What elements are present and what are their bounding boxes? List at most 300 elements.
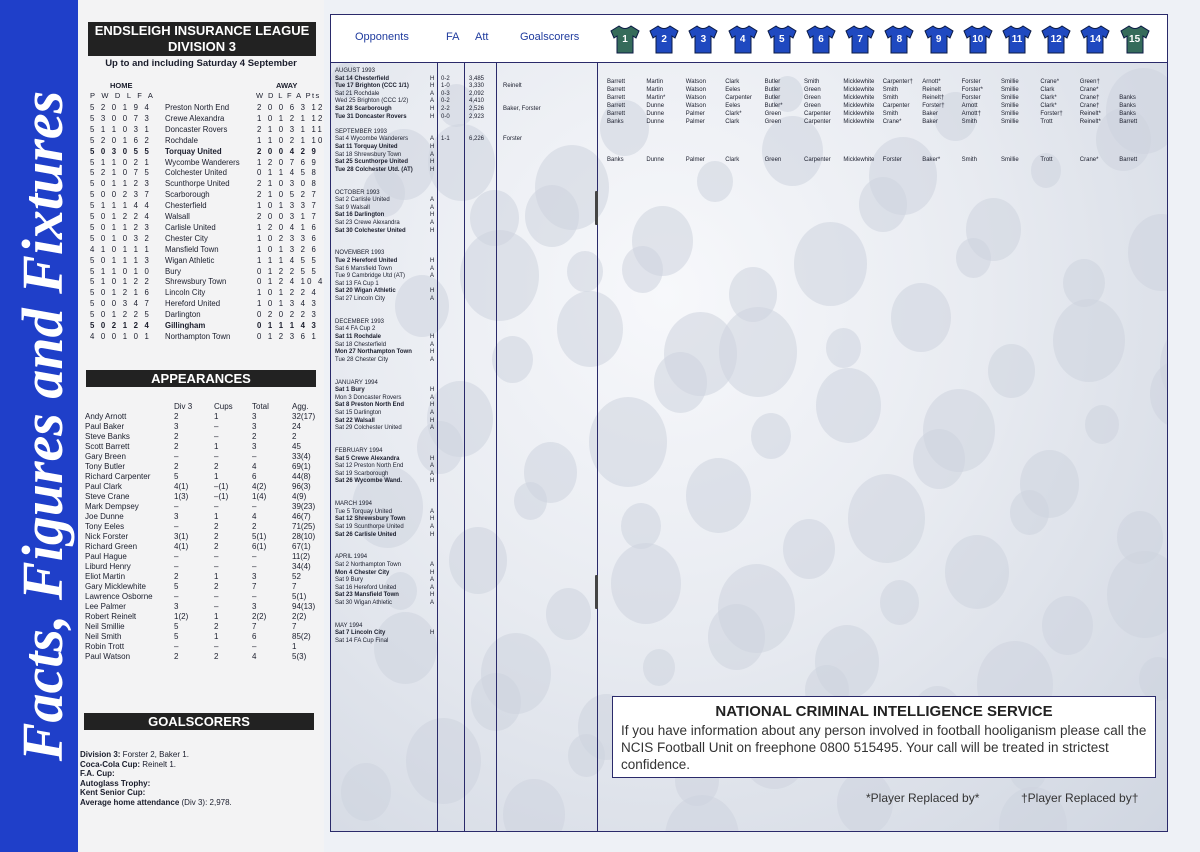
away-record: 1 1 1 4 5 5	[257, 255, 319, 265]
venue: A	[430, 341, 435, 348]
appearance-value: 5	[174, 582, 179, 591]
appearance-value: 3	[252, 602, 257, 611]
lineup-player: Barrett	[1119, 119, 1138, 125]
fixture-opponent: NOVEMBER 1993	[335, 250, 385, 257]
lineup-player: Clark	[725, 157, 740, 163]
lineup-player: Arnott	[961, 103, 978, 109]
spine-title: Facts, Figures and Fixtures	[10, 90, 75, 762]
team-name: Chester City	[165, 233, 208, 243]
lineup-player: Butler*	[764, 103, 783, 109]
appearance-value: 5(3)	[292, 652, 307, 661]
fixture-row	[335, 402, 455, 410]
shirt-icon	[883, 24, 915, 54]
appearance-row	[78, 422, 324, 432]
fixture-opponent: Sat 16 Darlington	[335, 212, 385, 219]
lineup-player: Green	[804, 87, 821, 93]
appearance-value: –	[214, 592, 219, 601]
appearance-value: 2(2)	[292, 612, 307, 621]
fixture-row	[335, 273, 455, 281]
shirt-icon	[766, 24, 798, 54]
lineup-player: Micklewhite	[843, 111, 875, 117]
league-row	[90, 331, 327, 342]
player-name: Tony Eeles	[85, 522, 125, 531]
fixture-opponent: Sat 26 Carlisle United	[335, 531, 397, 538]
appearance-value: 2	[292, 432, 297, 441]
appearance-value: 69(1)	[292, 462, 311, 471]
lineup-player: Dunne	[646, 119, 665, 125]
fixture-row	[335, 463, 455, 471]
appearance-value: –	[214, 422, 219, 431]
appearance-value: 2	[174, 412, 179, 421]
shirt-number: 2	[661, 34, 667, 45]
fixture-opponent: Sat 14 Chesterfield	[335, 75, 390, 82]
lineup-player: Trott	[1040, 119, 1053, 125]
lineup-player: Dunne	[646, 103, 665, 109]
shirt-number: 7	[857, 34, 863, 45]
fixture-opponent: APRIL 1994	[335, 554, 368, 561]
venue: H	[430, 144, 435, 150]
venue: A	[430, 204, 435, 211]
home-record: 5 1 1 0 1 0	[90, 266, 152, 276]
lineup-player: Smillie	[1001, 95, 1019, 101]
lineup-player: Baker	[922, 119, 938, 125]
venue: H	[430, 455, 435, 462]
fixture-row	[335, 562, 455, 570]
lineup-player: Clark*	[1040, 95, 1057, 101]
appearance-value: 2	[252, 522, 257, 531]
player-name: Neil Smillie	[85, 622, 125, 631]
fixture-opponent: Sat 21 Rochdale	[335, 90, 380, 97]
away-record: 1 1 0 2 1 10	[257, 135, 325, 145]
fixture-row	[335, 592, 455, 600]
appearance-value: 1	[214, 612, 219, 621]
shirt-icon	[1040, 24, 1072, 54]
shirt-icon	[1079, 24, 1111, 54]
venue: A	[430, 470, 435, 477]
lineup-player: Clark	[725, 79, 740, 85]
venue: H	[430, 212, 435, 219]
venue: H	[430, 417, 435, 424]
appearance-value: –	[174, 502, 179, 511]
appearance-row	[78, 602, 324, 612]
venue: H	[430, 75, 435, 82]
lineup-player: Clark*	[725, 111, 742, 117]
lineup-player: Crane*	[1079, 157, 1099, 163]
home-record: 4 0 0 1 0 1	[90, 331, 152, 341]
lineup-player: Smith	[882, 95, 899, 101]
fixture-opponent: MARCH 1994	[335, 501, 373, 508]
lineup-player: Crane*	[1040, 79, 1060, 85]
away-record: 1 2 0 7 6 9	[257, 157, 319, 167]
shirt-number: 6	[818, 34, 824, 45]
month-heading	[335, 250, 455, 258]
appearance-row	[78, 442, 324, 452]
month-heading	[335, 501, 455, 509]
appearance-value: 4	[252, 652, 257, 661]
appearance-value: 4	[252, 512, 257, 521]
home-record: 5 1 1 0 3 1	[90, 124, 152, 134]
lineup-player: Forster	[961, 95, 981, 101]
goalscorer-value: (Div 3): 2,978.	[179, 797, 232, 807]
fixture-row	[335, 258, 455, 266]
appearance-value: 4(9)	[292, 492, 307, 501]
fixture-opponent: Sat 25 Scunthorpe United	[335, 159, 409, 166]
away-record: 1 0 2 3 3 6	[257, 233, 319, 243]
lineup-player: Green	[804, 103, 821, 109]
appearance-value: 67(1)	[292, 542, 311, 551]
shirt-number: 1	[622, 34, 628, 45]
shirt-icon	[727, 24, 759, 54]
fixture-row	[335, 600, 455, 608]
venue: A	[430, 273, 435, 280]
shirt-number: 4	[739, 34, 746, 45]
fixture-opponent: Sat 20 Wigan Athletic	[335, 288, 396, 295]
appearance-value: 4(2)	[252, 482, 267, 491]
fixture-opponent: Sat 4 FA Cup 2	[335, 326, 376, 333]
venue: H	[430, 288, 435, 295]
ncis-notice	[612, 696, 1156, 778]
appearance-value: –	[214, 552, 219, 561]
fixture-row	[335, 83, 455, 91]
appearance-value: 2	[214, 522, 219, 531]
fixture-row	[335, 524, 455, 532]
team-name: Crewe Alexandra	[165, 113, 225, 123]
lineup-player: Crane†	[1079, 103, 1100, 109]
appearance-value: 1(4)	[252, 492, 267, 501]
lineup-player: Barrett	[607, 87, 626, 93]
appearance-value: 2	[214, 652, 219, 661]
appearance-value: 3(1)	[174, 532, 189, 541]
team-name: Hereford United	[165, 299, 221, 309]
appearance-value: 3	[174, 422, 179, 431]
venue: H	[430, 113, 435, 120]
league-row	[90, 255, 327, 266]
fixture-opponent: Sat 7 Lincoln City	[335, 630, 386, 637]
lineup-player: Smith	[961, 157, 977, 163]
home-record: 5 0 3 0 5 5	[90, 146, 152, 156]
fixture-row	[335, 212, 455, 220]
appearance-value: 5(1)	[292, 592, 307, 601]
lineup-player: Clark*	[1040, 103, 1057, 109]
lineup-player: Banks	[607, 119, 624, 125]
appearance-value: 6	[252, 472, 257, 481]
appearance-value: 4	[252, 462, 257, 471]
lineup-player: Smillie	[1001, 87, 1019, 93]
fixture-opponent: Wed 25 Brighton (CCC 1/2)	[335, 98, 409, 105]
player-name: Lee Palmer	[85, 602, 126, 611]
month-heading	[335, 380, 455, 388]
lineup-player: Trott	[1040, 157, 1053, 163]
player-name: Joe Dunne	[85, 512, 124, 521]
appearance-value: 2	[214, 542, 219, 551]
venue: H	[430, 258, 435, 264]
player-name: Steve Crane	[85, 492, 130, 501]
venue: A	[430, 463, 435, 470]
home-record: 5 2 1 0 7 5	[90, 168, 152, 178]
fixture-opponent: Sat 18 Shrewsbury Town	[335, 151, 402, 158]
shirt-number: 9	[935, 34, 942, 45]
venue: H	[430, 630, 435, 637]
league-row	[90, 178, 327, 189]
player-name: Paul Baker	[85, 422, 125, 431]
venue: H	[430, 83, 435, 90]
fixture-row	[335, 205, 455, 213]
home-record: 5 1 1 0 2 1	[90, 157, 152, 167]
shirt-icon	[648, 24, 680, 54]
home-record: 5 0 1 2 2 4	[90, 212, 152, 221]
team-name: Shrewsbury Town	[165, 277, 227, 287]
fixture-opponent: Sat 15 Darlington	[335, 410, 382, 416]
league-row	[90, 211, 327, 222]
appearance-value: 6	[252, 632, 257, 641]
away-record: 0 2 0 2 2 3	[257, 310, 319, 320]
fixture-opponent: Tue 17 Brighton (CCC 1/1)	[335, 83, 409, 90]
venue: H	[430, 334, 435, 340]
shirt-icon	[609, 24, 641, 54]
league-row	[90, 102, 327, 113]
staple	[595, 191, 598, 225]
fixture-row	[335, 106, 455, 114]
appearance-value: 2	[174, 462, 179, 471]
lineup-player: Reinelt*	[1079, 119, 1101, 125]
fixture-row	[335, 144, 455, 152]
fixture-opponent: Sat 26 Wycombe Wand.	[335, 478, 403, 485]
fixture-opponent: Sat 23 Mansfield Town	[335, 592, 399, 599]
team-name: Colchester United	[165, 168, 227, 178]
shirt-icon	[962, 24, 994, 54]
lineup-player: Watson	[685, 87, 706, 93]
team-name: Torquay United	[165, 146, 222, 156]
team-name: Lincoln City	[165, 288, 206, 298]
score: 0-0	[441, 113, 450, 120]
team-name: Wycombe Wanderers	[165, 157, 240, 167]
lineup-player: Smillie	[1001, 119, 1019, 125]
league-row	[90, 189, 327, 200]
lineup-player: Micklewhite	[843, 95, 875, 101]
home-record: 5 0 1 0 3 2	[90, 233, 152, 243]
appearance-row	[78, 472, 324, 482]
month-heading	[335, 319, 455, 327]
away-record: 0 1 2 3 6 1	[257, 331, 319, 341]
appearance-value: –(1)	[214, 492, 229, 501]
home-record: 5 1 0 1 2 2	[90, 277, 152, 287]
goalscorers: Forster	[503, 136, 523, 143]
attendance: 3,330	[469, 83, 485, 90]
appearance-value: 46(7)	[292, 512, 311, 521]
home-record: 5 0 1 2 2 5	[90, 310, 152, 320]
appearance-value: 5	[174, 472, 179, 481]
home-record: 5 0 1 1 2 3	[90, 222, 152, 232]
league-row	[90, 233, 327, 244]
lineup-player: Palmer	[685, 111, 705, 117]
player-name: Mark Dempsey	[85, 502, 139, 511]
appearance-value: –	[252, 592, 257, 601]
venue: A	[430, 151, 435, 158]
shirt-icon	[844, 24, 876, 54]
away-record: 2 0 0 3 1 7	[257, 212, 319, 221]
fixture-row	[335, 630, 455, 638]
fixture-opponent: Sat 30 Wigan Athletic	[335, 600, 393, 606]
fixture-row	[335, 532, 455, 540]
appearance-value: 7	[252, 622, 257, 631]
fixture-row	[335, 91, 455, 99]
player-name: Lawrence Osborne	[85, 592, 153, 601]
fixture-opponent: Sat 19 Scarborough	[335, 470, 389, 477]
fixture-opponent: Sat 11 Torquay United	[335, 144, 398, 150]
fixture-row	[335, 98, 455, 106]
lineup-player: Barrett	[607, 111, 626, 117]
league-row	[90, 222, 327, 233]
lineup-player: Smillie	[1001, 157, 1019, 163]
fixture-row	[335, 418, 455, 426]
away-record: 0 1 2 4 10 4	[257, 277, 325, 287]
fixture-row	[335, 266, 455, 274]
fixture-opponent: Sat 19 Scunthorpe United	[335, 524, 404, 530]
away-record: 1 0 1 2 1 12	[257, 113, 325, 123]
appearance-value: 44(8)	[292, 472, 311, 481]
fixture-opponent: Sat 9 Bury	[335, 577, 364, 584]
appearance-row	[78, 412, 324, 422]
appearance-value: –	[174, 562, 179, 571]
score: 1-0	[441, 83, 450, 90]
col-total: Total	[252, 402, 269, 411]
team-name: Scunthorpe United	[165, 179, 230, 189]
lineup-player: Micklewhite	[843, 119, 875, 125]
fixture-opponent: Sat 22 Walsall	[335, 417, 375, 424]
appearance-value: 71(25)	[292, 522, 316, 531]
lineup-player: Forster†	[922, 103, 945, 109]
shirt-number: 15	[1129, 34, 1141, 45]
league-table-title: ENDSLEIGH INSURANCE LEAGUE DIVISION 3	[88, 22, 316, 56]
appearance-value: 52	[292, 572, 301, 581]
goalscorers: Reinelt	[503, 83, 522, 90]
player-name: Steve Banks	[85, 432, 130, 441]
venue: A	[430, 394, 435, 401]
home-columns: P W D L F A	[90, 91, 156, 100]
fixture-opponent: Mon 3 Doncaster Rovers	[335, 394, 402, 401]
lineup-player: Forster	[961, 79, 981, 85]
appearance-value: –	[252, 552, 257, 561]
league-row	[90, 320, 327, 331]
month-heading	[335, 554, 455, 562]
lineup-player: Palmer	[685, 157, 705, 163]
appearance-value: –	[214, 562, 219, 571]
league-row	[90, 244, 327, 255]
player-name: Gary Micklewhite	[85, 582, 146, 591]
team-name: Northampton Town	[165, 331, 231, 341]
appearance-value: 3	[252, 422, 257, 431]
player-name: Paul Clark	[85, 482, 122, 491]
lineup-player: Forster	[882, 157, 902, 163]
appearance-value: 1	[214, 572, 219, 581]
league-row	[90, 276, 327, 287]
venue: A	[430, 90, 435, 97]
appearance-value: 11(2)	[292, 552, 311, 561]
score: 1-1	[441, 136, 450, 143]
fixture-row	[335, 342, 455, 350]
league-row	[90, 167, 327, 178]
fixture-row	[335, 509, 455, 517]
appearance-value: 2(2)	[252, 612, 267, 621]
fixture-row	[335, 349, 455, 357]
appearance-row	[78, 462, 324, 472]
venue: A	[430, 220, 435, 226]
venue: A	[430, 356, 435, 363]
ncis-body: If you have information about any person involved in football hooliganism please call the NCIS Football Unit on freephone 0800 515495. Your call will be treated in strictest confidence.	[621, 723, 1147, 772]
team-name: Bury	[165, 266, 182, 276]
team-name: Doncaster Rovers	[165, 124, 228, 134]
fixture-row	[335, 516, 455, 524]
appearance-value: 45	[292, 442, 301, 451]
fixture-opponent: Sat 28 Scarborough	[335, 106, 392, 112]
away-record: 2 0 0 4 2 9	[257, 146, 319, 156]
away-record: 1 0 1 3 2 6	[257, 244, 319, 254]
attendance: 2,092	[469, 90, 485, 97]
venue: H	[430, 106, 435, 112]
appearance-row	[78, 452, 324, 462]
fixture-row	[335, 357, 455, 365]
appearance-row	[78, 532, 324, 542]
appearance-value: 5	[174, 632, 179, 641]
shirt-icon	[687, 24, 719, 54]
fixture-row	[335, 395, 455, 403]
venue: A	[430, 524, 435, 530]
appearance-row	[78, 432, 324, 442]
appearance-value: –	[214, 502, 219, 511]
lineup-player: Smith	[882, 87, 899, 93]
shirt-number: 11	[1011, 34, 1023, 45]
appearances-title: APPEARANCES	[86, 370, 316, 387]
col-cups: Cups	[214, 402, 233, 411]
home-record: 5 0 1 2 1 6	[90, 288, 152, 298]
appearance-value: 2	[174, 572, 179, 581]
home-record: 5 0 2 1 2 4	[90, 321, 152, 330]
league-row	[90, 157, 327, 168]
away-record: 1 0 1 3 4 3	[257, 299, 319, 309]
home-record: 4 1 0 1 1 1	[90, 244, 152, 254]
appearance-value: 2	[214, 582, 219, 591]
venue: A	[430, 425, 435, 432]
appearance-value: 96(3)	[292, 482, 311, 491]
appearance-row	[78, 552, 324, 562]
appearance-row	[78, 492, 324, 502]
appearance-value: 2	[214, 462, 219, 471]
lineup-player: Martin*	[646, 95, 666, 101]
venue: H	[430, 227, 435, 234]
col-goalscorers: Goalscorers	[520, 31, 580, 43]
fixture-opponent: OCTOBER 1993	[335, 189, 380, 196]
venue: H	[430, 349, 435, 356]
col-fa: FA	[446, 31, 460, 43]
lineup-player: Arnott*	[922, 79, 941, 85]
team-name: Preston North End	[165, 103, 230, 112]
away-record: 1 0 1 2 2 4	[257, 288, 319, 298]
fixture-row	[335, 471, 455, 479]
left-panel	[78, 0, 324, 852]
fixture-row	[335, 136, 455, 144]
team-name: Gillingham	[165, 321, 206, 330]
venue: A	[430, 98, 435, 105]
lineup-player: Baker*	[922, 157, 941, 163]
appearance-value: 4(1)	[174, 542, 189, 551]
fixture-row	[335, 326, 455, 334]
lineup-player: Carpenter	[882, 103, 910, 109]
player-name: Gary Breen	[85, 452, 126, 461]
goalscorer-line: F.A. Cup:	[80, 769, 115, 779]
fixture-row	[335, 334, 455, 342]
venue: H	[430, 569, 435, 576]
venue: H	[430, 387, 435, 394]
